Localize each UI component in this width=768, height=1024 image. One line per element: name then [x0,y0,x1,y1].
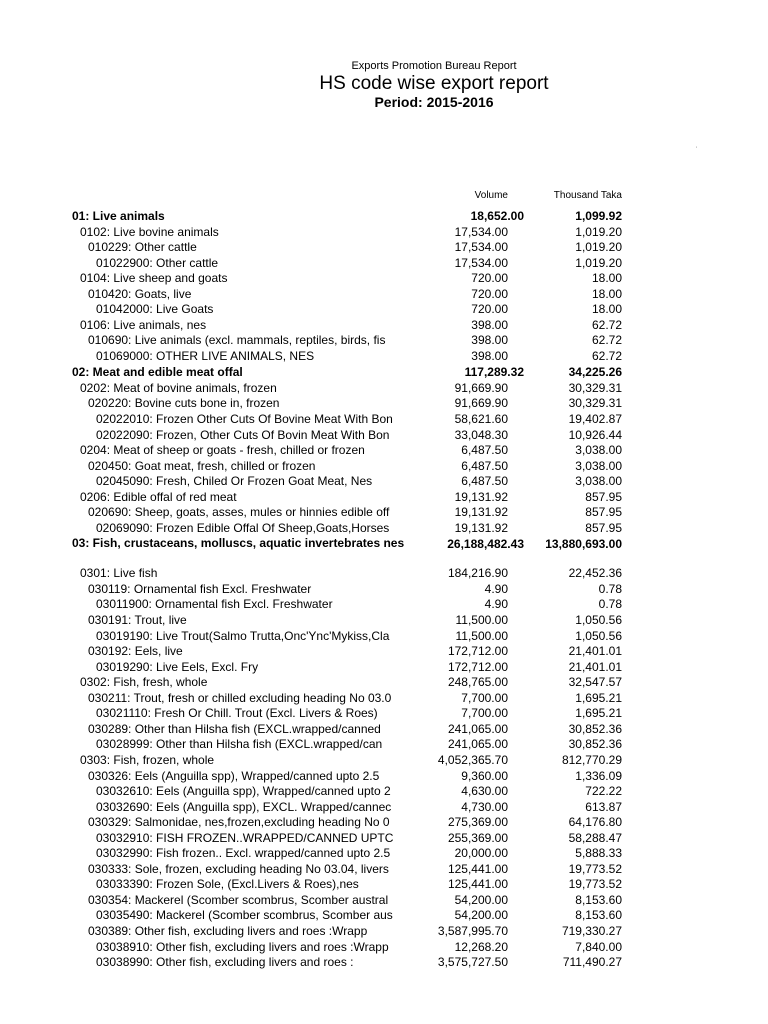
thousand-taka-value: 1,050.56 [575,613,622,628]
thousand-taka-value: 21,401.01 [568,644,622,659]
thousand-taka-value: 30,852.36 [568,721,622,736]
volume-value: 26,188,482.43 [447,537,524,552]
volume-value: 7,700.00 [461,690,508,705]
table-row [0,893,768,909]
row-label: 0303: Fish, frozen, whole [80,752,215,767]
table-row [0,474,768,490]
row-label: 02022090: Frozen, Other Cuts Of Bovin Meat With Bon [96,427,390,442]
row-label: 03028999: Other than Hilsha fish (EXCL.wrapped/can [96,737,383,752]
thousand-taka-value: 19,773.52 [568,861,622,876]
row-label: 03019190: Live Trout(Salmo Trutta,Onc'Ync'Mykiss,Cla [96,628,390,643]
row-label: 010420: Goats, live [88,286,192,301]
thousand-taka-value: 719,330.27 [561,923,622,938]
volume-value: 720.00 [471,271,508,286]
table-row [0,349,768,365]
table-row [0,800,768,816]
table-row [0,660,768,676]
row-label: 030191: Trout, live [88,613,187,628]
section-label: 03: Fish, crustaceans, molluscs, aquatic invertebrates nes [72,536,405,551]
table-row [0,644,768,660]
row-label: 010229: Other cattle [88,240,197,255]
table-row [0,706,768,722]
thousand-taka-value: 1,019.20 [575,240,622,255]
volume-value: 9,360.00 [461,768,508,783]
thousand-taka-value: 1,695.21 [575,706,622,721]
table-row [0,955,768,971]
table-row [0,428,768,444]
volume-value: 17,534.00 [454,240,508,255]
row-label: 03032990: Fish frozen.. Excl. wrapped/canned upto 2.5 [96,846,391,861]
volume-value: 398.00 [471,333,508,348]
volume-value: 241,065.00 [447,721,508,736]
thousand-taka-value: 22,452.36 [568,566,622,581]
thousand-taka-value: 19,402.87 [568,412,622,427]
thousand-taka-value: 13,880,693.00 [545,537,622,552]
row-label: 030119: Ornamental fish Excl. Freshwater [88,581,312,596]
table-row [0,831,768,847]
row-label: 020220: Bovine cuts bone in, frozen [88,396,280,411]
table-row [0,582,768,598]
thousand-taka-value: 18.00 [591,302,622,317]
volume-value: 11,500.00 [455,613,508,628]
thousand-taka-value: 30,329.31 [568,396,622,411]
table-row [0,240,768,256]
volume-value: 54,200.00 [454,908,508,923]
volume-value: 4.90 [484,581,508,596]
thousand-taka-value: 62.72 [591,348,622,363]
row-label: 01069000: OTHER LIVE ANIMALS, NES [96,348,315,363]
volume-value: 7,700.00 [461,706,508,721]
table-row [0,815,768,831]
table-row [0,443,768,459]
table-row [0,381,768,397]
table-row [0,459,768,475]
row-label: 0202: Meat of bovine animals, frozen [80,380,277,395]
thousand-taka-value: 8,153.60 [575,892,622,907]
thousand-taka-value: 3,038.00 [575,458,622,473]
thousand-taka-value: 21,401.01 [568,659,622,674]
table-row [0,940,768,956]
row-label: 030329: Salmonidae, nes,frozen,excluding heading No 0 [88,815,390,830]
table-row [0,784,768,800]
row-label: 02022010: Frozen Other Cuts Of Bovine Meat With Bon [96,412,393,427]
volume-value: 398.00 [471,317,508,332]
volume-value: 172,712.00 [447,644,508,659]
volume-value: 33,048.30 [454,427,508,442]
row-label: 0102: Live bovine animals [80,224,219,239]
table-row [0,737,768,753]
thousand-taka-value: 30,852.36 [568,737,622,752]
volume-value: 11,500.00 [455,628,508,643]
row-label: 030354: Mackerel (Scomber scombrus, Scomber austral [88,892,389,907]
report-period: Period: 2015-2016 [374,94,494,110]
volume-value: 248,765.00 [447,675,508,690]
table-row [0,505,768,521]
volume-value: 3,575,727.50 [437,955,508,970]
volume-value: 12,268.20 [454,939,508,954]
row-label: 030289: Other than Hilsha fish (EXCL.wrapped/canned [88,721,381,736]
volume-value: 4,052,365.70 [437,752,508,767]
thousand-taka-value: 18.00 [591,286,622,301]
row-label: 03032910: FISH FROZEN..WRAPPED/CANNED UPTC [96,830,394,845]
table-row [0,629,768,645]
thousand-taka-value: 5,888.33 [575,846,622,861]
table-row [0,924,768,940]
thousand-taka-value: 1,019.20 [575,255,622,270]
table-row [0,769,768,785]
thousand-taka-value: 10,926.44 [568,427,622,442]
volume-column-header: Volume [474,190,508,201]
row-label: 0104: Live sheep and goats [80,271,228,286]
thousand-taka-value: 1,019.20 [575,224,622,239]
volume-value: 125,441.00 [447,877,508,892]
volume-value: 19,131.92 [454,520,508,535]
table-row [0,691,768,707]
volume-value: 17,534.00 [454,255,508,270]
row-label: 02045090: Fresh, Chiled Or Frozen Goat Meat, Nes [96,474,373,489]
thousand-taka-value: 1,099.92 [575,209,622,223]
row-label: 0106: Live animals, nes [80,317,207,332]
table-row [0,287,768,303]
table-row [0,862,768,878]
volume-value: 18,652.00 [470,209,524,223]
volume-value: 184,216.90 [447,566,508,581]
volume-value: 4,630.00 [461,784,508,799]
thousand-taka-value: 64,176.80 [568,815,622,830]
table-row [0,396,768,412]
row-label: 030326: Eels (Anguilla spp), Wrapped/canned upto 2.5 [88,768,380,783]
thousand-taka-value: 34,225.26 [568,365,622,380]
thousand-taka-value: 19,773.52 [568,877,622,892]
report-organization: Exports Promotion Bureau Report [351,60,517,72]
table-row [0,302,768,318]
section-row [0,208,768,225]
thousand-taka-value: 857.95 [585,505,622,520]
row-label: 03038910: Other fish, excluding livers and roes :Wrapp [96,939,389,954]
report-table [0,208,768,971]
table-row [0,271,768,287]
row-label: 020690: Sheep, goats, asses, mules or hinnies edible off [88,505,390,520]
volume-value: 91,669.90 [454,396,508,411]
volume-value: 117,289.32 [464,365,524,380]
volume-value: 6,487.50 [461,458,508,473]
section-label: 02: Meat and edible meat offal [72,365,243,380]
thousand-taka-value: 62.72 [591,333,622,348]
row-label: 01042000: Live Goats [96,302,214,317]
thousand-taka-value: 1,695.21 [575,690,622,705]
row-label: 030389: Other fish, excluding livers and roes :Wrapp [88,923,368,938]
table-row [0,675,768,691]
row-label: 03019290: Live Eels, Excl. Fry [96,659,259,674]
thousand-taka-column-header: Thousand Taka [553,190,622,201]
row-label: 02069090: Frozen Edible Offal Of Sheep,Goats,Horses [96,520,390,535]
table-row [0,846,768,862]
volume-value: 19,131.92 [454,489,508,504]
volume-value: 19,131.92 [454,505,508,520]
table-row [0,333,768,349]
volume-value: 4,730.00 [461,799,508,814]
thousand-taka-value: 613.87 [585,799,622,814]
row-label: 0206: Edible offal of red meat [80,489,237,504]
thousand-taka-value: 857.95 [585,520,622,535]
row-label: 03033390: Frozen Sole, (Excl.Livers & Roes),nes [96,877,359,892]
volume-value: 54,200.00 [454,892,508,907]
section-label: 01: Live animals [72,209,165,223]
row-label: 0302: Fish, fresh, whole [80,675,208,690]
section-row [0,536,768,566]
row-label: 020450: Goat meat, fresh, chilled or frozen [88,458,316,473]
section-row [0,364,768,381]
table-row [0,597,768,613]
thousand-taka-value: 0.78 [598,597,622,612]
row-label: 030192: Eels, live [88,644,183,659]
table-row [0,566,768,582]
row-label: 03035490: Mackerel (Scomber scombrus, Scomber aus [96,908,393,923]
stray-mark: ' [696,147,698,153]
volume-value: 20,000.00 [454,846,508,861]
table-row [0,490,768,506]
thousand-taka-value: 32,547.57 [568,675,622,690]
table-row [0,225,768,241]
thousand-taka-value: 62.72 [591,317,622,332]
thousand-taka-value: 58,288.47 [568,830,622,845]
thousand-taka-value: 0.78 [598,581,622,596]
thousand-taka-value: 3,038.00 [575,474,622,489]
row-label: 030333: Sole, frozen, excluding heading No 03.04, livers [88,861,389,876]
thousand-taka-value: 30,329.31 [568,380,622,395]
thousand-taka-value: 857.95 [585,489,622,504]
row-label: 03032690: Eels (Anguilla spp), EXCL. Wrapped/cannec [96,799,392,814]
table-row [0,753,768,769]
volume-value: 720.00 [471,286,508,301]
row-label: 03021110: Fresh Or Chill. Trout (Excl. Livers & Roes) [96,706,378,721]
table-row [0,318,768,334]
volume-value: 720.00 [471,302,508,317]
thousand-taka-value: 722.22 [585,784,622,799]
thousand-taka-value: 7,840.00 [575,939,622,954]
thousand-taka-value: 3,038.00 [575,443,622,458]
row-label: 010690: Live animals (excl. mammals, reptiles, birds, fis [88,333,386,348]
row-label: 030211: Trout, fresh or chilled excluding heading No 03.0 [88,690,392,705]
volume-value: 255,369.00 [447,830,508,845]
table-row [0,256,768,272]
report-title: HS code wise export report [319,73,549,94]
row-label: 03038990: Other fish, excluding livers and roes : [96,955,354,970]
table-row [0,613,768,629]
volume-value: 17,534.00 [454,224,508,239]
volume-value: 6,487.50 [461,443,508,458]
thousand-taka-value: 1,336.09 [575,768,622,783]
volume-value: 4.90 [484,597,508,612]
table-row [0,908,768,924]
thousand-taka-value: 711,490.27 [562,955,622,970]
volume-value: 241,065.00 [447,737,508,752]
row-label: 03032610: Eels (Anguilla spp), Wrapped/canned upto 2 [96,784,391,799]
volume-value: 398.00 [471,348,508,363]
thousand-taka-value: 18.00 [591,271,622,286]
volume-value: 6,487.50 [461,474,508,489]
volume-value: 3,587,995.70 [437,923,508,938]
row-label: 0204: Meat of sheep or goats - fresh, chilled or frozen [80,443,365,458]
thousand-taka-value: 812,770.29 [561,752,622,767]
thousand-taka-value: 8,153.60 [575,908,622,923]
table-row [0,877,768,893]
table-row [0,412,768,428]
volume-value: 125,441.00 [447,861,508,876]
row-label: 0301: Live fish [80,566,158,581]
table-row [0,521,768,537]
volume-value: 58,621.60 [454,412,508,427]
thousand-taka-value: 1,050.56 [575,628,622,643]
volume-value: 91,669.90 [454,380,508,395]
volume-value: 275,369.00 [447,815,508,830]
row-label: 03011900: Ornamental fish Excl. Freshwater [96,597,333,612]
table-row [0,722,768,738]
volume-value: 172,712.00 [447,659,508,674]
row-label: 01022900: Other cattle [96,255,219,270]
